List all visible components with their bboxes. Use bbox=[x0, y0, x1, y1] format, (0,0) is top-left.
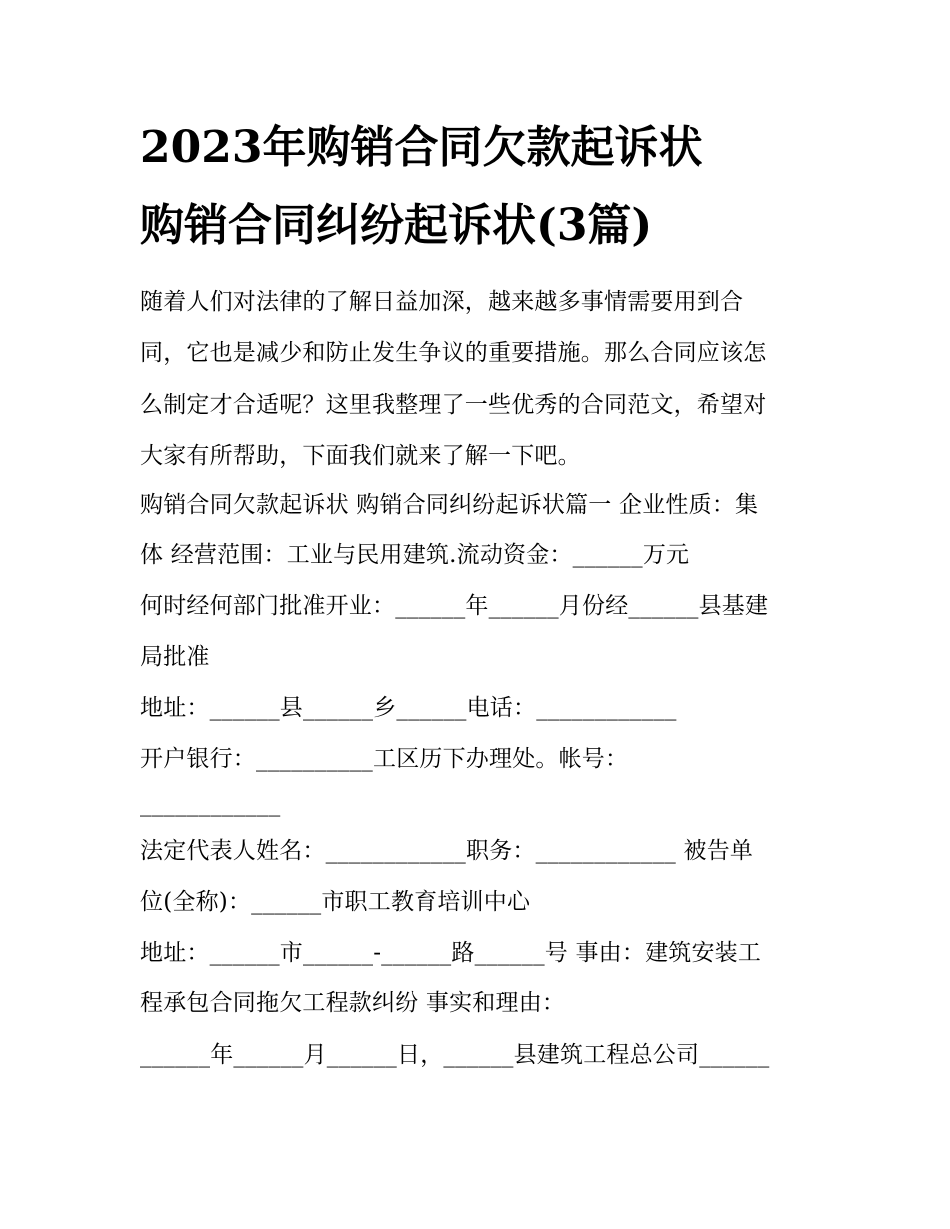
body-text-line: 地址：______县______乡______电话：____________ bbox=[140, 695, 677, 721]
intro-paragraph-line: 么制定才合适呢？这里我整理了一些优秀的合同范文，希望对 bbox=[140, 392, 767, 418]
document-title-line-2: 购销合同纠纷起诉状(3篇) bbox=[140, 200, 653, 251]
body-text-line: 开户银行：__________工区历下办理处。帐号： bbox=[140, 746, 629, 772]
body-text-line: 购销合同欠款起诉状 购销合同纠纷起诉状篇一 企业性质：集 bbox=[140, 492, 759, 518]
body-text-line: 地址：______市______-______路______号 事由：建筑安装工 bbox=[140, 940, 762, 966]
body-text-line: 体 经营范围：工业与民用建筑.流动资金：______万元 bbox=[140, 542, 690, 568]
body-text-line: 局批准 bbox=[140, 644, 210, 670]
body-text-line: 法定代表人姓名：____________职务：____________ 被告单 bbox=[140, 838, 754, 864]
intro-paragraph-line: 同，它也是减少和防止发生争议的重要措施。那么合同应该怎 bbox=[140, 340, 767, 366]
intro-paragraph-line: 随着人们对法律的了解日益加深，越来越多事情需要用到合 bbox=[140, 289, 744, 315]
body-text-line: ____________ bbox=[140, 791, 281, 817]
body-text-line: 位(全称)：______市职工教育培训中心 bbox=[140, 889, 531, 915]
body-text-line: ______年______月______日，______县建筑工程总公司______ bbox=[140, 1042, 770, 1068]
body-text-line: 何时经何部门批准开业：______年______月份经______县基建 bbox=[140, 593, 769, 619]
body-text-line: 程承包合同拖欠工程款纠纷 事实和理由： bbox=[140, 990, 566, 1016]
intro-paragraph-line: 大家有所帮助，下面我们就来了解一下吧。 bbox=[140, 443, 581, 469]
document-title-line-1: 2023年购销合同欠款起诉状 bbox=[140, 122, 703, 173]
